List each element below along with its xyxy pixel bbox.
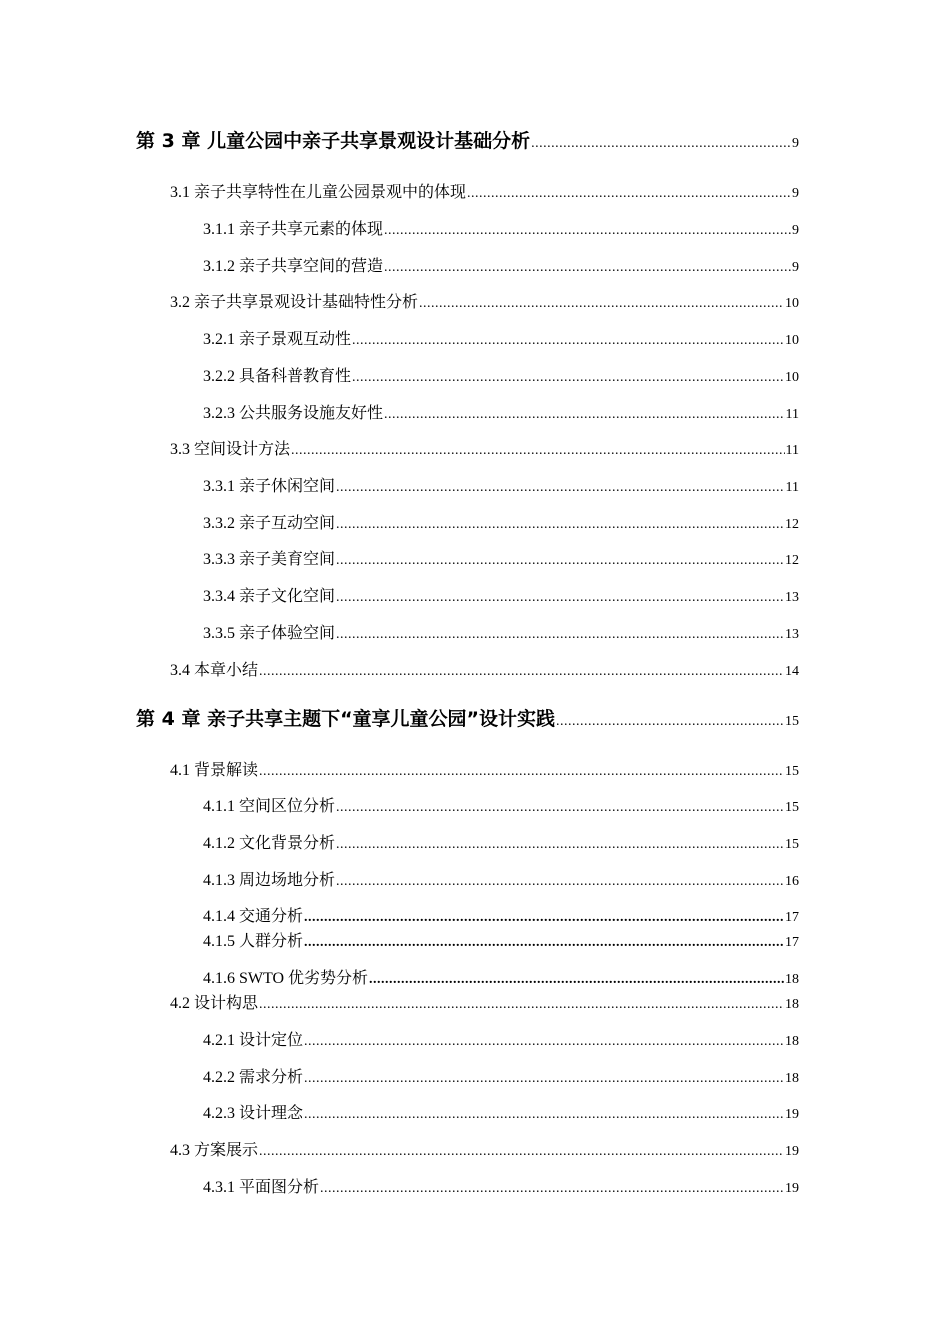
dot-leader (304, 910, 784, 926)
toc-page-number: 15 (785, 764, 799, 779)
toc-page-number: 11 (785, 480, 799, 495)
dot-leader (259, 997, 784, 1013)
toc-entry-title: 4.2.2 需求分析 (203, 1069, 304, 1086)
toc-subsection-4-2-3[interactable] (203, 1100, 799, 1123)
toc-entry-title: 4.3.1 平面图分析 (203, 1179, 320, 1196)
toc-page-number: 15 (785, 800, 799, 815)
toc-subsection-3-2-1[interactable] (203, 326, 799, 349)
toc-subsection-4-2-1[interactable] (203, 1027, 799, 1050)
toc-entry-title: 4.1.3 周边场地分析 (203, 872, 336, 889)
dot-leader (336, 627, 784, 643)
toc-entry-title: 4.2.3 设计理念 (203, 1105, 304, 1122)
toc-subsection-4-2-2[interactable] (203, 1064, 799, 1087)
toc-page-number: 15 (785, 714, 799, 729)
dot-leader (336, 837, 784, 853)
dot-leader (259, 764, 784, 780)
dot-leader (304, 1107, 784, 1123)
dot-leader (291, 443, 785, 459)
dot-leader (336, 800, 784, 816)
toc-page-number: 18 (785, 972, 799, 987)
toc-entry-title: 4.1 背景解读 (170, 762, 259, 779)
toc-page-number: 16 (785, 874, 799, 889)
dot-leader (384, 407, 785, 423)
toc-page-number: 14 (785, 664, 799, 679)
toc-page-number: 19 (785, 1144, 799, 1159)
dot-leader (336, 874, 784, 890)
toc-page-number: 10 (785, 333, 799, 348)
toc-entry-title: 4.1.5 人群分析 (203, 933, 304, 950)
toc-entry-title: 第 3 章 儿童公园中亲子共享景观设计基础分析 (136, 130, 531, 152)
dot-leader (259, 664, 784, 680)
toc-page-number: 11 (785, 443, 799, 458)
dot-leader (259, 1144, 784, 1160)
toc-subsection-3-1-1[interactable] (203, 216, 799, 239)
dot-leader (320, 1181, 784, 1197)
toc-page-number: 9 (792, 186, 799, 201)
toc-page-number: 9 (792, 260, 799, 275)
toc-page-number: 9 (792, 223, 799, 238)
toc-page-number: 15 (785, 837, 799, 852)
toc-entry-title: 3.3.2 亲子互动空间 (203, 515, 336, 532)
toc-subsection-4-3-1[interactable] (203, 1174, 799, 1197)
dot-leader (336, 590, 784, 606)
toc-section-4-3[interactable] (170, 1137, 799, 1160)
toc-entry-title: 4.2 设计构思 (170, 995, 259, 1012)
dot-leader (384, 260, 791, 276)
toc-subsection-3-3-2[interactable] (203, 510, 799, 533)
toc-entry-title: 4.3 方案展示 (170, 1142, 259, 1159)
toc-entry-title: 4.1.2 文化背景分析 (203, 835, 336, 852)
toc-page-number: 17 (785, 935, 799, 950)
toc-subsection-3-3-3[interactable] (203, 546, 799, 569)
dot-leader (384, 223, 791, 239)
toc-subsection-4-1-1[interactable] (203, 793, 799, 816)
toc-page-number: 18 (785, 1034, 799, 1049)
toc-subsection-3-3-5[interactable] (203, 620, 799, 643)
toc-entry-title: 3.1.1 亲子共享元素的体现 (203, 221, 384, 238)
toc-page-number: 9 (792, 136, 799, 151)
toc-subsection-3-1-2[interactable] (203, 253, 799, 276)
dot-leader (467, 186, 791, 202)
toc-page-number: 13 (785, 627, 799, 642)
toc-section-3-2[interactable] (170, 289, 799, 312)
toc-entry-title: 3.2.2 具备科普教育性 (203, 368, 352, 385)
dot-leader (336, 517, 784, 533)
dot-leader (336, 553, 784, 569)
dot-leader (531, 136, 791, 152)
toc-entry-title: 4.2.1 设计定位 (203, 1032, 304, 1049)
toc-entry-title: 第 4 章 亲子共享主题下“童享儿童公园”设计实践 (136, 708, 556, 730)
dot-leader (304, 1034, 784, 1050)
toc-subsection-4-1-5[interactable] (203, 928, 799, 951)
toc-section-3-4[interactable] (170, 657, 799, 680)
toc-chapter-4[interactable] (136, 704, 799, 731)
toc-page-number: 19 (785, 1107, 799, 1122)
toc-page-number: 13 (785, 590, 799, 605)
toc-entry-title: 3.2.1 亲子景观互动性 (203, 331, 352, 348)
toc-entry-title: 3.2 亲子共享景观设计基础特性分析 (170, 294, 419, 311)
toc-entry-title: 4.1.4 交通分析 (203, 908, 304, 925)
toc-page-number: 10 (785, 370, 799, 385)
toc-section-3-1[interactable] (170, 179, 799, 202)
toc-subsection-4-1-4[interactable] (203, 903, 799, 926)
toc-page-number: 12 (785, 553, 799, 568)
toc-subsection-4-1-3[interactable] (203, 867, 799, 890)
toc-page-number: 11 (785, 407, 799, 422)
toc-subsection-4-1-6[interactable] (203, 965, 799, 988)
toc-entry-title: 3.2.3 公共服务设施友好性 (203, 405, 384, 422)
toc-page-number: 12 (785, 517, 799, 532)
toc-subsection-4-1-2[interactable] (203, 830, 799, 853)
toc-page-number: 17 (785, 910, 799, 925)
dot-leader (419, 296, 784, 312)
toc-page-number: 18 (785, 997, 799, 1012)
toc-entry-title: 3.1.2 亲子共享空间的营造 (203, 258, 384, 275)
toc-entry-title: 4.1.1 空间区位分析 (203, 798, 336, 815)
toc-subsection-3-2-3[interactable] (203, 400, 799, 423)
toc-section-3-3[interactable] (170, 436, 799, 459)
toc-entry-title: 3.3.5 亲子体验空间 (203, 625, 336, 642)
dot-leader (352, 333, 784, 349)
toc-subsection-3-3-1[interactable] (203, 473, 799, 496)
toc-subsection-3-3-4[interactable] (203, 583, 799, 606)
toc-entry-title: 3.1 亲子共享特性在儿童公园景观中的体现 (170, 184, 467, 201)
toc-entry-title: 3.4 本章小结 (170, 662, 259, 679)
toc-entry-title: 3.3 空间设计方法 (170, 441, 291, 458)
dot-leader (336, 480, 785, 496)
toc-entry-title: 3.3.4 亲子文化空间 (203, 588, 336, 605)
dot-leader (556, 714, 784, 730)
dot-leader (352, 370, 784, 386)
toc-page-number: 18 (785, 1071, 799, 1086)
dot-leader (369, 972, 784, 988)
toc-entry-title: 4.1.6 SWTO 优劣势分析 (203, 970, 369, 987)
toc-entry-title: 3.3.3 亲子美育空间 (203, 551, 336, 568)
dot-leader (304, 935, 784, 951)
toc-subsection-3-2-2[interactable] (203, 363, 799, 386)
toc-section-4-1[interactable] (170, 757, 799, 780)
toc-page-number: 19 (785, 1181, 799, 1196)
toc-page-number: 10 (785, 296, 799, 311)
toc-entry-title: 3.3.1 亲子休闲空间 (203, 478, 336, 495)
toc-chapter-3[interactable] (136, 126, 799, 153)
dot-leader (304, 1071, 784, 1087)
toc-section-4-2[interactable] (170, 990, 799, 1013)
